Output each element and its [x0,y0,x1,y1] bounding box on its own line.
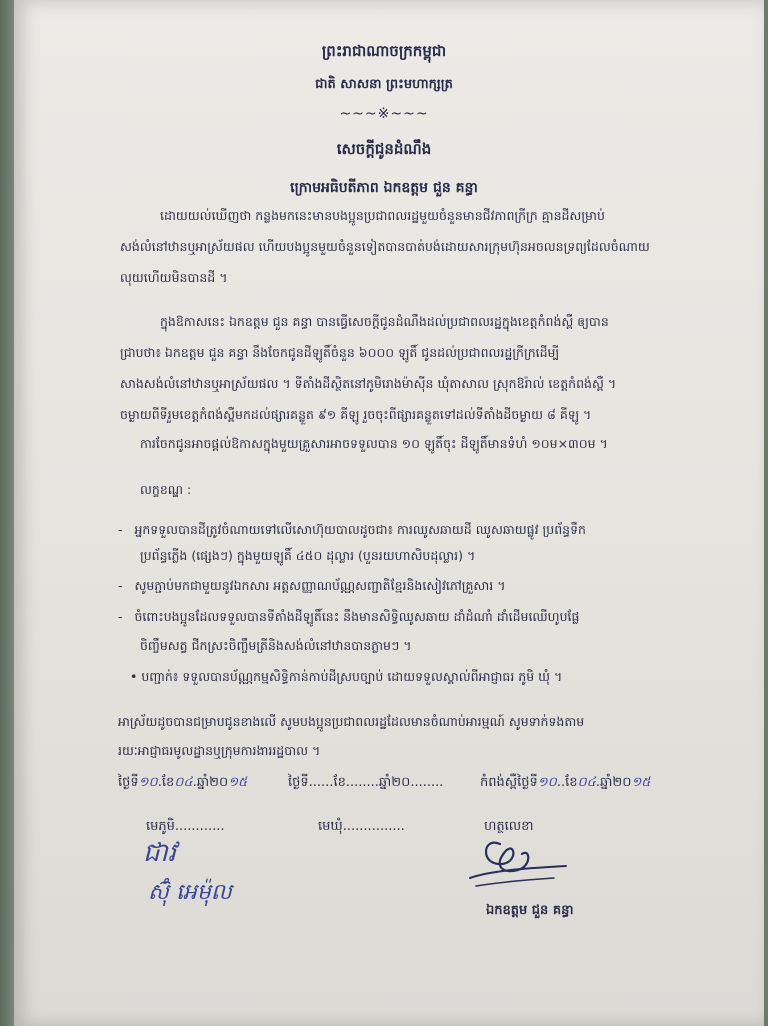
kingdom-heading: ព្រះរាជាណាចក្រកម្ពុជា [321,42,447,60]
document-subtitle: ក្រោមអធិបតីភាព ឯកឧត្តម ជួន គន្ធា [290,180,478,196]
paragraph-2-line-3: សាងសង់លំនៅឋានឬអាស្រ័យផល ។ ទីតាំងដីស្ថិតនៅភូមិរោងម៉ាស៊ីន ឃុំតាសាល ស្រុកឱរ៉ាល់ ខេត្តកំពង់ស្ពឺ ។ [120,376,617,391]
village-chief-label: មេភូមិ............ [146,819,225,834]
motto-heading: ជាតិ សាសនា ព្រះមហាក្សត្រ [315,77,453,92]
commune-chief-label: មេឃុំ............... [318,819,405,834]
document-title: សេចក្ដីជូនដំណឹង [336,140,432,158]
village-chief-mark: ជាវ [143,838,177,868]
paragraph-1-line-2: សង់លំនៅឋានឬអាស្រ័យផល ហើយបងប្អូនមួយចំនួនទៀតបានបាត់បង់ដោយសារក្រុមហ៊ុនអចលនទ្រព្យដែលចំណាយ [120,239,650,254]
village-date: ថ្ងៃទី១០.ខែ០៤.ឆ្នាំ២០១៥ [118,775,248,790]
commune-date: ថ្ងៃទី......ខែ........ឆ្នាំ២០........ [288,775,444,790]
signatory-name: ឯកឧត្តម ជួន គន្ធា [486,903,574,918]
bullet-1-line-1: - អ្នកទទួលបានដីត្រូវចំណាយទៅលើសោហ៊ុយបាលដូចជា៖ ការឈូសឆាយដី ឈូសឆាយផ្លូវ ប្រព័ន្ធទឹក [118,522,586,537]
bullet-1-line-2: ប្រព័ន្ធភ្លើង (ផ្សេងៗ) ក្នុងមួយឡូតិ៍ ៤៥០ ដុល្លារ (បួនរយហាសិបដុល្លារ) ។ [140,548,476,563]
bullet-4: • បញ្ជាក់៖ ទទួលបានប័ណ្ណកម្មសិទ្ធិកាន់កាប់ដីស្របច្បាប់ ដោយទទួលស្គាល់ពីអាជ្ញាធរ ភូមិ ឃុំ ។ [130,669,563,684]
closing-line-2: រយៈអាជ្ញាធរមូលដ្ឋានឬក្រុមការងាររដ្ឋបាល ។ [118,743,321,758]
paragraph-2-line-2: ជ្រាបថា៖ ឯកឧត្តម ជួន គន្ធា នឹងចែកជូនដីឡូតិ៍ចំនួន ៦០០០ ឡូតិ៍ ជូនដល់ប្រជាពលរដ្ឋក្រីក្រដើម្បី [120,345,560,360]
ornament-divider: ~~~※~~~ [339,106,429,122]
signing-date: កំពង់ស្ពឺថ្ងៃទី១០..ខែ០៤.ឆ្នាំ២០១៥ [480,775,651,790]
official-signature-image [462,826,572,896]
village-chief-handwritten-name: ស៊ុំ អេម៉ុល [148,880,232,905]
paragraph-1-line-1: ដោយយល់ឃើញថា កន្លងមកនេះមានបងប្អូនប្រជាពលរដ្ឋមួយចំនួនមានជីវភាពក្រីក្រ គ្មានដីសម្រាប់ [160,208,605,223]
paragraph-1-line-3: លុយហើយមិនបានដី ។ [120,270,228,285]
bullet-3-line-2: ចិញ្ចឹមសត្វ ជីកស្រះចិញ្ចឹមត្រីនិងសង់លំនៅឋានបានភ្លាមៗ ។ [140,638,412,653]
paragraph-2-line-4: ចម្ងាយពីទីរួមខេត្តកំពង់ស្ពឺមកដល់ផ្សារគន្លួត ៩១ គីឡូ រួចចុះពីផ្សារគន្លួតទៅដល់ទីតាំងដីចម្ងាយ ៨ គីឡូ ។ [120,407,592,422]
signature-label: ហត្ថលេខា [484,819,534,834]
closing-line-1: អាស្រ័យដូចបានជម្រាបជូនខាងលើ សូមបងប្អូនប្រជាពលរដ្ឋដែលមានចំណាប់អារម្មណ៍ សូមទាក់ទងតាម [118,714,585,729]
bullet-2: - សូមភ្ជាប់មកជាមួយនូវឯកសារ អត្តសញ្ញាណប័ណ្ណសញ្ជាតិខ្មែរនិងសៀវភៅគ្រួសារ ។ [118,578,506,593]
paragraph-3: ការចែកជូនអាចផ្ដល់ឱកាសក្នុងមួយគ្រួសារអាចទទួលបាន ១០ ឡូតិ៍ចុះ ដីឡូតិ៍មានទំហំ ១០ម×៣០ម ។ [140,436,608,451]
paragraph-2-line-1: ក្នុងឱកាសនេះ ឯកឧត្តម ជួន គន្ធា បានធ្វើសេចក្ដីជូនដំណឹងដល់ប្រជាពលរដ្ឋក្នុងខេត្តកំពង់ស្ពឺ ឲ្យបាន [160,314,609,329]
bullet-3-line-1: - ចំពោះបងប្អូនដែលទទួលបានទីតាំងដីឡូតិ៍នេះ នឹងមានសិទ្ធិឈូសឆាយ ដាំដំណាំ ដាំដើមឈើហូបផ្លែ [118,609,580,624]
conditions-label: លក្ខខណ្ឌ : [140,482,192,497]
